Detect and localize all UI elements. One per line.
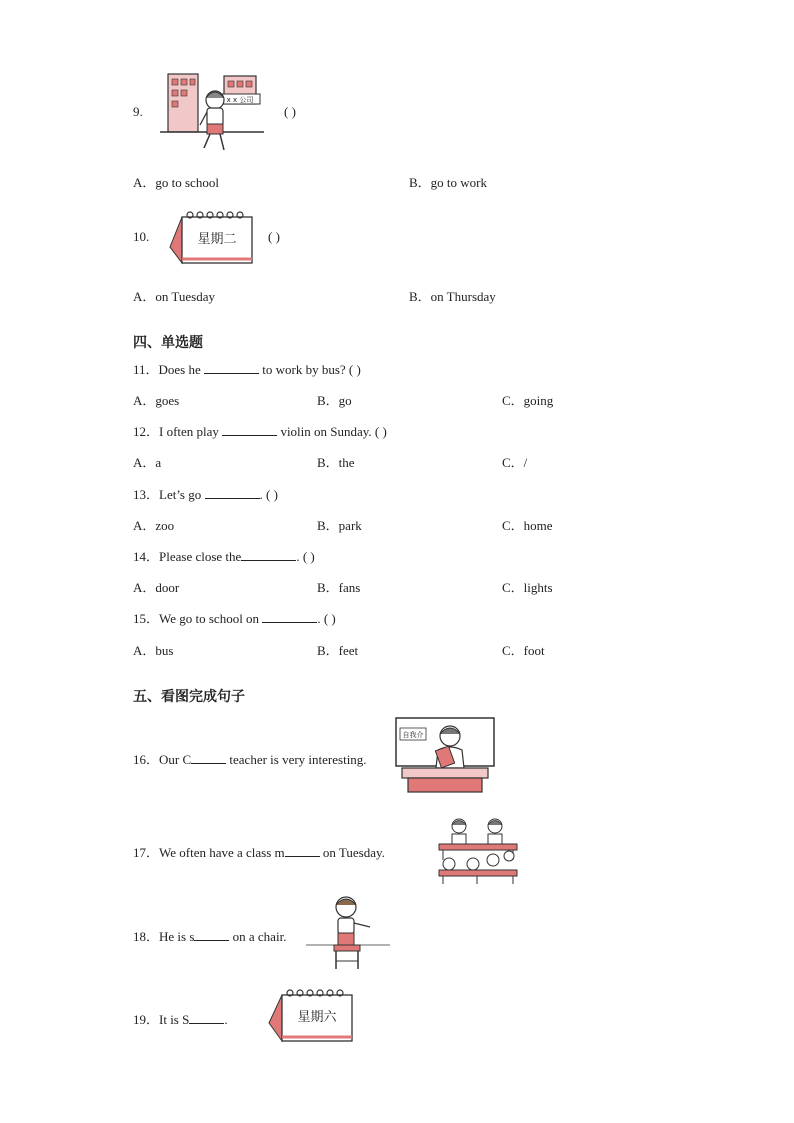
- q15-option-a[interactable]: A．bus: [133, 643, 174, 658]
- q13-blank[interactable]: [205, 486, 260, 499]
- section4-title: 四、单选题: [133, 335, 203, 351]
- q17-stem-pre: 17．We often have a class m: [133, 845, 285, 860]
- q18-blank[interactable]: [194, 928, 229, 941]
- q11-stem: [133, 359, 361, 378]
- q9-option-b[interactable]: B．go to work: [409, 175, 488, 190]
- q13-option-b[interactable]: B．park: [317, 518, 362, 533]
- q11-option-b[interactable]: B．go: [317, 393, 352, 408]
- q12-option-c[interactable]: C．/: [502, 455, 528, 470]
- q19-stem-pre: 19．It is S: [133, 1012, 190, 1027]
- q12-stem-pre: 12．I often play: [133, 424, 219, 439]
- q17-classroom-picture: [437, 814, 519, 886]
- q16-stem-pre: 16．Our C: [133, 752, 192, 767]
- q17-stem-post: on Tuesday.: [319, 845, 385, 860]
- q19-calendar-text: 星期六: [297, 1010, 337, 1025]
- q12-option-a[interactable]: A．a: [133, 455, 162, 470]
- q18-stem-pre: 18．He is s: [133, 929, 195, 944]
- q10-answer-paren: ( ): [268, 229, 280, 244]
- q15-option-b[interactable]: B．feet: [317, 643, 359, 658]
- q16-stem: [133, 749, 367, 768]
- q14-option-a[interactable]: A．door: [133, 580, 180, 595]
- q9-answer-paren: ( ): [284, 104, 296, 119]
- q10-option-a[interactable]: A．on Tuesday: [133, 289, 215, 304]
- q9-number: 9.: [133, 104, 143, 119]
- q10-number: 10.: [133, 229, 150, 244]
- q14-option-c[interactable]: C．lights: [502, 580, 553, 595]
- q11-stem-pre: 11．Does he: [133, 362, 201, 377]
- q13-stem-post: . ( ): [259, 487, 278, 502]
- q14-stem-post: . ( ): [296, 549, 315, 564]
- q18-stem: [133, 926, 286, 945]
- q17-blank[interactable]: [285, 844, 320, 857]
- q19-calendar-picture: [266, 987, 354, 1047]
- q15-option-c[interactable]: C．foot: [502, 643, 545, 658]
- q9-option-a[interactable]: A．go to school: [133, 175, 219, 190]
- q15-stem: [133, 608, 336, 627]
- q10-option-b[interactable]: B．on Thursday: [409, 289, 496, 304]
- q10-calendar-text: 星期二: [197, 232, 237, 247]
- q14-option-b[interactable]: B．fans: [317, 580, 361, 595]
- q13-option-a[interactable]: A．zoo: [133, 518, 175, 533]
- q13-option-c[interactable]: C．home: [502, 518, 553, 533]
- q9-picture: [160, 70, 265, 156]
- q11-option-a[interactable]: A．goes: [133, 393, 180, 408]
- q19-stem-post: .: [224, 1012, 228, 1027]
- section5-title: 五、看图完成句子: [133, 689, 245, 705]
- q11-blank[interactable]: [204, 361, 259, 374]
- q13-stem: [133, 484, 278, 503]
- q15-blank[interactable]: [262, 610, 317, 623]
- q16-board-text: 自我介: [402, 731, 424, 739]
- q16-stem-post: teacher is very interesting.: [226, 752, 367, 767]
- q16-blank[interactable]: [191, 751, 226, 764]
- q14-stem-pre: 14．Please close the: [133, 549, 242, 564]
- q11-stem-post: to work by bus? ( ): [262, 362, 361, 377]
- q12-stem: [133, 421, 387, 440]
- q18-boy-on-chair-picture: [306, 893, 390, 973]
- q11-option-c[interactable]: C．going: [502, 393, 554, 408]
- q19-blank[interactable]: [189, 1011, 224, 1024]
- q18-stem-post: on a chair.: [229, 929, 287, 944]
- q15-stem-pre: 15．We go to school on: [133, 611, 260, 626]
- q17-stem: [133, 842, 385, 861]
- q15-stem-post: . ( ): [317, 611, 336, 626]
- q19-stem: [133, 1009, 228, 1028]
- q9-sign-text: x x 公司: [226, 96, 254, 104]
- q13-stem-pre: 13．Let’s go: [133, 487, 202, 502]
- q10-calendar-picture: [168, 209, 254, 269]
- q12-stem-post: violin on Sunday. ( ): [280, 424, 387, 439]
- q14-stem: [133, 546, 315, 565]
- q16-teacher-picture: [394, 716, 496, 794]
- q14-blank[interactable]: [241, 548, 296, 561]
- q12-option-b[interactable]: B．the: [317, 455, 355, 470]
- q12-blank[interactable]: [222, 423, 277, 436]
